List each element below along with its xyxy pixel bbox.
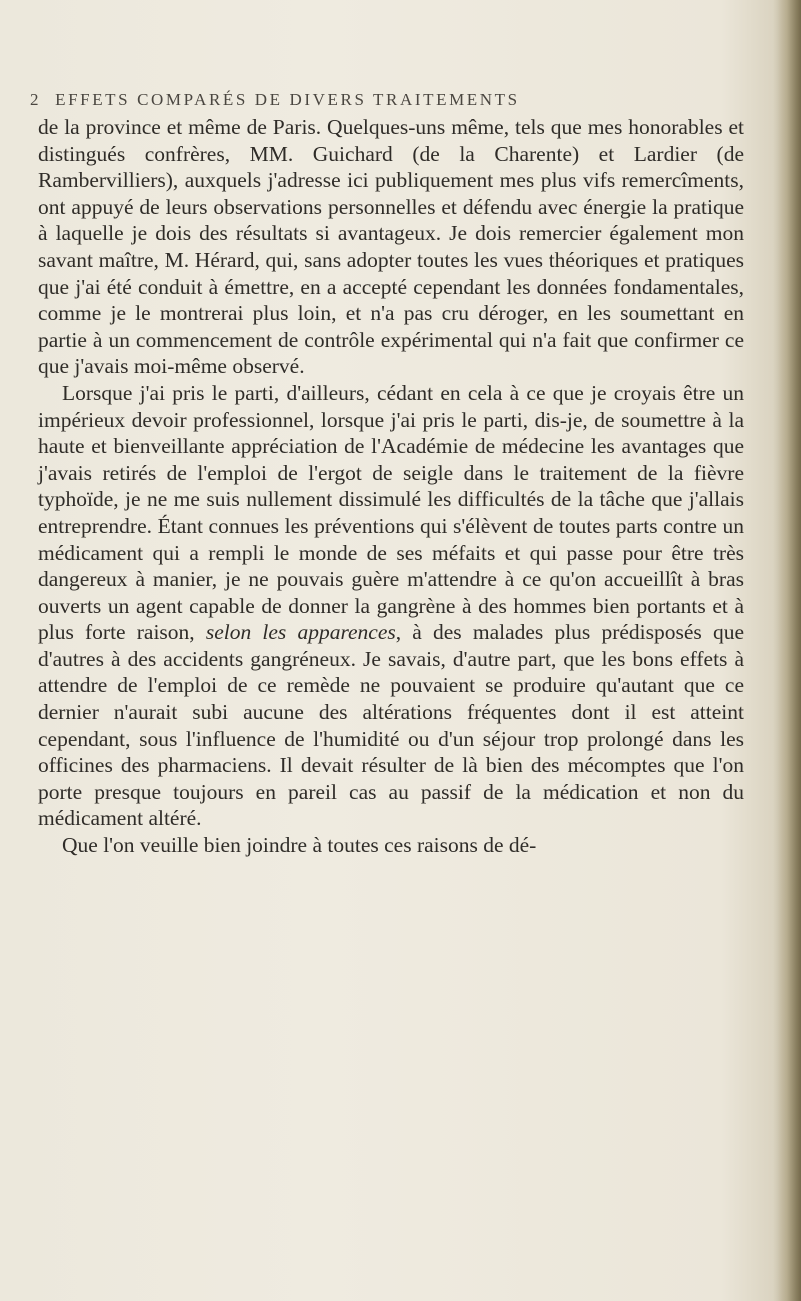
page-edge-shadow (773, 0, 801, 1301)
italic-phrase: selon les apparences (205, 620, 396, 645)
paragraph-2-text-b: , à des malades plus prédisposés que d'autres à des accidents gangréneux. Je savais, d'autre part, que les bons effets à attendre de l'emploi de ce remède ne pouvaient se produire qu'autant que ce dernier n'aurait subi aucune des altérations fréquentes dont il est atteint cependant, sous l'influence de l'humidité ou d'un séjour trop prolongé dans les officines des pharmaciens. Il devait résulter de là bien des mécomptes que l'on porte presque toujours en pareil cas au passif de la médication et non du médicament altéré. (38, 620, 744, 831)
body-text (38, 114, 744, 859)
page-number: 2 (30, 90, 42, 109)
paragraph-1 (38, 114, 744, 380)
paragraph-3-text: Que l'on veuille bien joindre à toutes ces raisons de dé- (62, 833, 537, 858)
paragraph-2-text-a: Lorsque j'ai pris le parti, d'ailleurs, cédant en cela à ce que je croyais être un impérieux devoir professionnel, lorsque j'ai pris le parti, dis-je, de soumettre à la haute et bienveillante appréciation de l'Académie de médecine les avantages que j'avais retirés de l'emploi de l'ergot de seigle dans le traitement de la fièvre typhoïde, je ne me suis nullement dissimulé les difficultés de la tâche que j'allais entreprendre. Étant connues les préventions qui s'élèvent de toutes parts contre un médicament qui a rempli le monde de ses méfaits et qui passe pour être très dangereux à manier, je ne pouvais guère m'attendre à ce qu'on accueillît à bras ouverts un agent capable de donner la gangrène à des hommes bien portants et à plus forte raison, (38, 380, 744, 645)
paragraph-2 (38, 380, 744, 832)
running-title: EFFETS COMPARÉS DE DIVERS TRAITEMENTS (55, 90, 520, 109)
paragraph-1-text: de la province et même de Paris. Quelques-uns même, tels que mes honorables et distingués confrères, MM. Guichard (de la Charente) et Lardier (de Rambervilliers), auxquels j'adresse ici publiquement mes plus vifs remercîments, ont appuyé de leurs observations personnelles et défendu avec énergie la pratique à laquelle je dois des résultats si avantageux. Je dois remercier également mon savant maître, M. Hérard, qui, sans adopter toutes les vues théoriques et pratiques que j'ai été conduit à émettre, en a accepté cependant les données fondamentales, comme je le montrerai plus loin, et n'a pas cru déroger, en les soumettant en partie à un commencement de contrôle expérimental qui n'a fait que confirmer ce que j'avais moi-même observé. (38, 115, 744, 379)
running-header (30, 90, 730, 110)
paragraph-3 (38, 832, 744, 859)
